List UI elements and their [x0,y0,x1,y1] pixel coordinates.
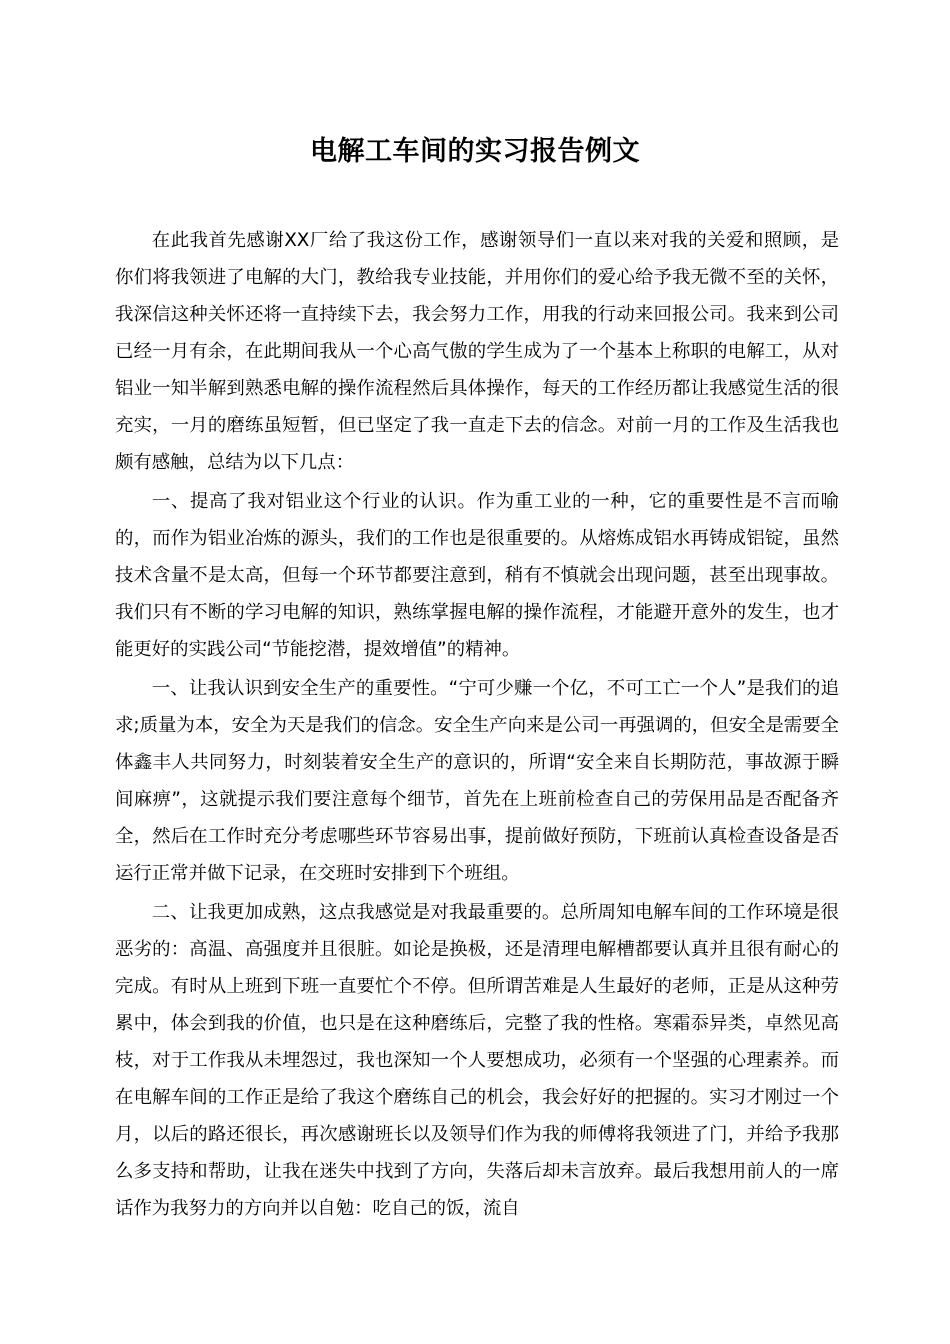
document-body [115,222,839,1229]
paragraph-maturity: 二、让我更加成熟，这点我感觉是对我最重要的。总所周知电解车间的工作环境是很恶劣的：高温、高强度并且很脏。如论是换极，还是清理电解槽都要认真并且很有耐心的完成。有时从上班到下班一直要忙个不停。但所谓苦难是人生最好的老师，正是从这种劳累中，体会到我的价值，也只是在这种磨练后，完整了我的性格。寒霜忝异类，卓然见高枝，对于工作我从未埋怨过，我也深知一个人要想成功，必须有一个坚强的心理素养。而在电解车间的工作正是给了我这个磨练自己的机会，我会好好的把握的。实习才刚过一个月，以后的路还很长，再次感谢班长以及领导们作为我的师傅将我领进了门，并给予我那么多支持和帮助，让我在迷失中找到了方向，失落后却未言放弃。最后我想用前人的一席话作为我努力的方向并以自勉：吃自己的饭，流自 [115,902,839,1219]
paragraph-industry-awareness: 一、提高了我对铝业这个行业的认识。作为重工业的一种，它的重要性是不言而喻的，而作为铝业冶炼的源头，我们的工作也是很重要的。从熔炼成铝水再铸成铝锭，虽然技术含量不是太高，但每一个环节都要注意到，稍有不慎就会出现问题，甚至出现事故。我们只有不断的学习电解的知识，熟练掌握电解的操作流程，才能避开意外的发生，也才能更好的实践公司“节能挖潜，提效增值”的精神。 [115,491,839,660]
paragraph-safety: 一、让我认识到安全生产的重要性。“宁可少赚一个亿，不可工亡一个人”是我们的追求;质量为本，安全为天是我们的信念。安全生产向来是公司一再强调的，但安全是需要全体鑫丰人共同努力，时刻装着安全生产的意识的，所谓“安全来自长期防范，事故源于瞬间麻痹”，这就提示我们要注意每个细节，首先在上班前检查自己的劳保用品是否配备齐全，然后在工作时充分考虑哪些环节容易出事，提前做好预防，下班前认真检查设备是否运行正常并做下记录，在交班时安排到下个班组。 [115,678,839,884]
document-title: 电解工车间的实习报告例文 [310,136,640,167]
paragraph-intro: 在此我首先感谢XX厂给了我这份工作，感谢领导们一直以来对我的关爱和照顾，是你们将我领进了电解的大门，教给我专业技能，并用你们的爱心给予我无微不至的关怀，我深信这种关怀还将一直持续下去，我会努力工作，用我的行动来回报公司。我来到公司已经一月有余，在此期间我从一个心高气傲的学生成为了一个基本上称职的电解工，从对铝业一知半解到熟悉电解的操作流程然后具体操作，每天的工作经历都让我感觉生活的很充实，一月的磨练虽短暂，但已坚定了我一直走下去的信念。对前一月的工作及生活我也颇有感触，总结为以下几点： [115,230,839,473]
